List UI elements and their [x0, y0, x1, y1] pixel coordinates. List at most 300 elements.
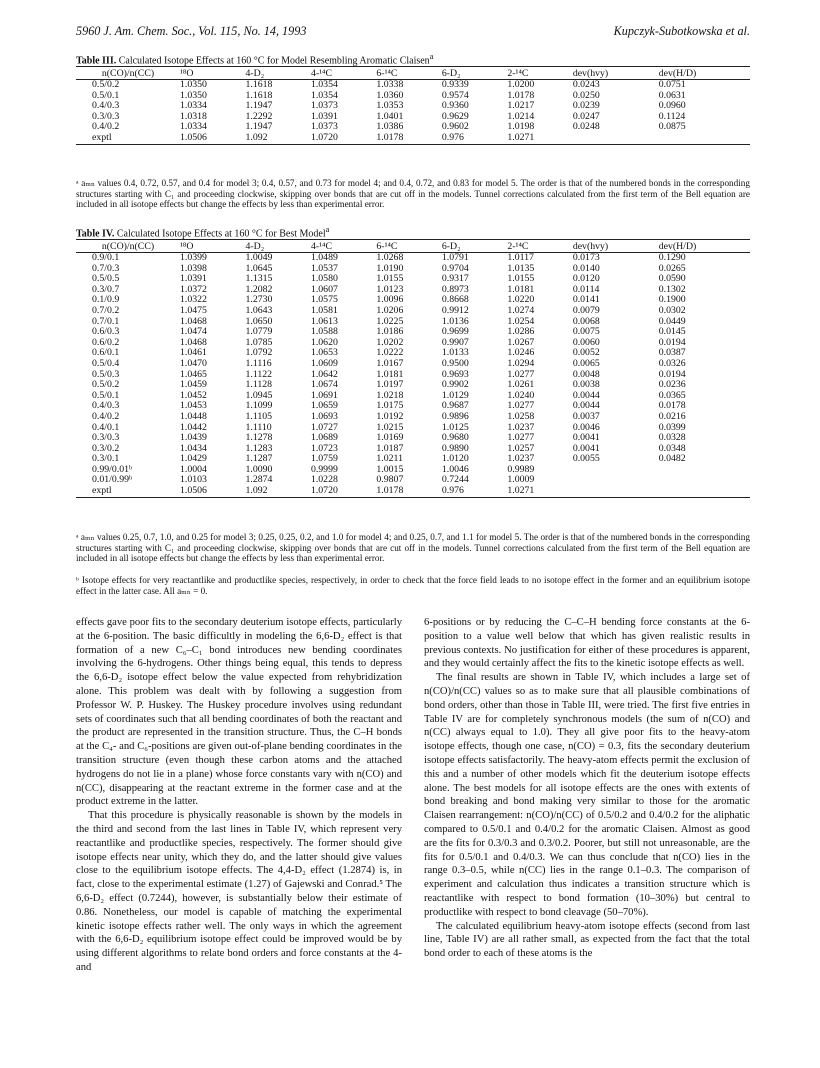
table4-body [76, 253, 750, 498]
table-cell: 0.0631 [658, 89, 686, 101]
table-cell: 0.0145 [658, 326, 686, 338]
table-cell: 1.0267 [507, 336, 535, 348]
table-row [76, 475, 750, 486]
body-text [76, 616, 750, 1056]
table-cell: 0.1900 [658, 294, 686, 306]
table-row [76, 133, 750, 144]
table-cell: 1.0254 [507, 315, 535, 327]
table-cell: 0.7/0.1 [92, 315, 120, 327]
table-cell: 1.0004 [180, 463, 207, 475]
table-cell: 0.0178 [658, 400, 686, 412]
table-cell: 1.0434 [180, 442, 207, 454]
table-cell: 1.1287 [245, 453, 273, 465]
table-cell: 1.0015 [376, 463, 404, 475]
table-cell: 0.0052 [572, 347, 600, 359]
table-cell: 1.0237 [507, 453, 535, 465]
column-header: ¹⁸O [180, 240, 245, 253]
table-cell: 0.0449 [658, 315, 686, 327]
table-cell: 1.0225 [376, 315, 404, 327]
table-cell: 1.0580 [310, 273, 338, 285]
table3-title: Calculated Isotope Effects at 160 °C for Model Resembling Aromatic Claisen [118, 55, 430, 67]
column-header: ¹⁸O [180, 67, 245, 80]
table4-header-row [76, 240, 750, 253]
table-cell: 0.0114 [572, 283, 600, 295]
table-cell: 1.0350 [180, 79, 207, 90]
table-cell: 1.0135 [507, 262, 535, 274]
table-cell [573, 465, 659, 476]
table-cell: 1.0643 [245, 304, 273, 316]
table3-footnote: ᵃ aₘₙ values 0.4, 0.72, 0.57, and 0.4 for model 3; 0.4, 0.57, and 0.73 for model 4; and 0.4, 0.72, and 0.83 for model 5. The order is that of the numbered bonds in the corresponding structures starting with C₁ and proceeding clockwise, skipping over bonds that are cut off in the models. Tunnel corrections calculated from the first term of the Bell equation are included in all isotope effects but change the effects by less than experimental error. [76, 178, 750, 210]
table-cell: 1.0167 [376, 357, 404, 369]
table-cell: 0.0365 [658, 389, 686, 401]
table-cell: 1.1283 [245, 442, 273, 454]
table-cell: 1.0723 [310, 442, 338, 454]
table-cell: 0.0236 [658, 379, 686, 391]
column-header: n(CO)/n(CC) [76, 67, 180, 80]
table-row [76, 454, 750, 465]
table-cell: 0.6/0.1 [92, 347, 120, 359]
table-cell: 1.0620 [310, 336, 338, 348]
column-header: dev(hvy) [573, 240, 659, 253]
table-cell: 0.3/0.3 [92, 110, 120, 122]
table-cell: 0.4/0.1 [92, 421, 120, 433]
table-cell: 0.9574 [441, 89, 469, 101]
table-cell: 1.0200 [507, 79, 535, 90]
table-cell: 0.5/0.1 [92, 89, 120, 101]
table-cell: 1.2874 [245, 474, 273, 486]
table3-body [76, 80, 750, 145]
table-cell: 0.9687 [441, 400, 469, 412]
table-cell: 0.3/0.2 [92, 442, 120, 454]
table4-caption [76, 225, 329, 239]
table-row [76, 412, 750, 423]
table-cell: 1.0318 [180, 110, 207, 122]
column-header: 6-D₂ [442, 240, 507, 253]
table-cell: 1.1116 [245, 357, 272, 369]
table-cell: 0.0250 [572, 89, 600, 101]
table-cell: 1.0581 [310, 304, 338, 316]
table-cell: 1.0175 [376, 400, 404, 412]
table-cell: 0.0041 [572, 432, 600, 444]
table-row [76, 122, 750, 133]
table-cell: 1.0650 [245, 315, 273, 327]
table-cell: 0.9602 [441, 121, 469, 133]
table-row [76, 80, 750, 91]
table-cell: 1.0136 [441, 315, 469, 327]
table-row [76, 264, 750, 275]
table-cell: 0.1/0.9 [92, 294, 120, 306]
table-cell: 1.0218 [376, 389, 404, 401]
table-cell: 0.0248 [572, 121, 600, 133]
table-cell: 1.0046 [441, 463, 469, 475]
table-cell: 1.0214 [507, 110, 535, 122]
table-row [76, 391, 750, 402]
table-cell: 0.6/0.3 [92, 326, 120, 338]
table-cell: 1.0181 [376, 368, 404, 380]
table-cell: 1.0792 [245, 347, 273, 359]
table-cell: 1.0727 [310, 421, 338, 433]
column-header: dev(H/D) [659, 67, 750, 80]
table-cell: 0.9317 [441, 273, 469, 285]
table-cell: 0.0041 [572, 442, 600, 454]
paragraph: The calculated equilibrium heavy-atom isotope effects (second from last line, Table IV) are all rather small, as expected from the fact that the total bond order to each of these atoms is the [424, 920, 750, 960]
table4-label: Table IV. [76, 228, 115, 240]
table-row [76, 253, 750, 264]
table-cell: 0.01/0.99ᵇ [92, 474, 133, 486]
table-cell: 0.0243 [572, 79, 600, 90]
table-cell: 0.0046 [572, 421, 600, 433]
table-cell: 1.0653 [310, 347, 338, 359]
table-cell: 1.0334 [180, 100, 207, 112]
table-cell: 1.0354 [310, 89, 338, 101]
table-cell: 1.0372 [180, 283, 207, 295]
table-cell: 1.2292 [245, 110, 273, 122]
table-cell: 1.0398 [180, 262, 207, 274]
table-row [76, 401, 750, 412]
table-cell: 1.0373 [310, 100, 338, 112]
table4-footnote-b: ᵇ Isotope effects for very reactantlike and productlike species, respectively, in order to check that the force field leads to no isotope effect in the former and an equilibrium isotope effect in the latter case. All aₘₙ = 0. [76, 575, 750, 596]
table-cell: 0.1302 [658, 283, 686, 295]
column-header: 6-D₂ [442, 67, 507, 80]
table-row [76, 274, 750, 285]
table-cell: 0.7/0.2 [92, 304, 120, 316]
table-cell: 1.0049 [245, 252, 273, 263]
table-cell: 0.4/0.2 [92, 121, 120, 133]
table-cell: 1.2730 [245, 294, 273, 306]
table-cell: 0.9680 [441, 432, 469, 444]
table-cell: 0.1124 [658, 110, 686, 122]
column-header: 4-¹⁴C [311, 67, 376, 80]
table-cell: 1.0506 [180, 486, 245, 497]
column-header: 4-D₂ [245, 67, 310, 80]
table-cell: 0.0120 [572, 273, 600, 285]
column-header: 6-¹⁴C [376, 67, 441, 80]
table-cell: 1.0258 [507, 410, 535, 422]
table-cell: 1.0354 [310, 79, 338, 90]
column-header: n(CO)/n(CC) [76, 240, 180, 253]
table-cell: 0.3/0.7 [92, 283, 120, 295]
table-cell: 1.0459 [180, 379, 207, 391]
table-cell: 0.9699 [441, 326, 469, 338]
table-cell: 1.0645 [245, 262, 273, 274]
table-row [76, 306, 750, 317]
table-cell: 0.0141 [572, 294, 600, 306]
table-cell: 1.0465 [180, 368, 207, 380]
table-cell: 0.976 [442, 133, 507, 144]
table-cell: 0.0194 [658, 336, 686, 348]
table-row [76, 370, 750, 381]
table-cell: 0.7/0.3 [92, 262, 120, 274]
table-cell: 0.5/0.5 [92, 273, 120, 285]
table-cell: 0.9907 [441, 336, 469, 348]
table-cell: 1.0391 [180, 273, 207, 285]
table-cell: 1.0133 [441, 347, 469, 359]
table-cell: 1.1278 [245, 432, 273, 444]
table-cell: 1.0468 [180, 336, 207, 348]
table-cell: 1.0386 [376, 121, 404, 133]
table-cell: 1.1122 [245, 368, 273, 380]
table-cell: 1.0222 [376, 347, 404, 359]
table-cell: 0.0326 [658, 357, 686, 369]
right-column [424, 616, 750, 961]
table-cell: 0.9890 [441, 442, 469, 454]
table-cell: 1.0442 [180, 421, 207, 433]
table-cell: 1.0120 [441, 453, 469, 465]
table-cell: 0.9360 [441, 100, 469, 112]
table-cell: 1.1099 [245, 400, 273, 412]
table-cell: 1.0609 [310, 357, 338, 369]
table-cell: 0.3/0.1 [92, 453, 120, 465]
table-cell: 1.0439 [180, 432, 207, 444]
table-cell: 1.0360 [376, 89, 404, 101]
table-cell: 1.0693 [310, 410, 338, 422]
table-cell: 0.8973 [441, 283, 469, 295]
table-cell: 0.0194 [658, 368, 686, 380]
table-cell: 1.0268 [376, 252, 404, 263]
table-cell: 1.0274 [507, 304, 535, 316]
table-row [76, 295, 750, 306]
table-cell: 1.1618 [245, 89, 273, 101]
table-cell: 1.0691 [310, 389, 338, 401]
table-cell: 0.0328 [658, 432, 686, 444]
table-cell: 1.0220 [507, 294, 535, 306]
table-cell: 0.0048 [572, 368, 600, 380]
table-cell: 1.0453 [180, 400, 207, 412]
table-cell: 0.0216 [658, 410, 686, 422]
table-cell: 0.0247 [572, 110, 600, 122]
table-cell: 0.0037 [572, 410, 600, 422]
table-cell: 1.0197 [376, 379, 404, 391]
table-cell: 1.0271 [507, 133, 572, 144]
table-cell: 0.9912 [441, 304, 469, 316]
table-cell [573, 475, 659, 486]
table-cell: 0.5/0.3 [92, 368, 120, 380]
table-cell: 0.7244 [441, 474, 469, 486]
table-cell: 0.6/0.2 [92, 336, 120, 348]
table-cell: 1.0103 [180, 474, 207, 486]
table-cell: 0.9807 [376, 474, 404, 486]
column-header: 2-¹⁴C [507, 240, 572, 253]
table-cell: 0.9339 [441, 79, 469, 90]
table-cell: 0.9999 [310, 463, 338, 475]
table-cell: 0.0387 [658, 347, 686, 359]
table-cell: 1.0489 [310, 252, 338, 263]
table-cell: 1.0215 [376, 421, 404, 433]
table-cell: 1.1110 [245, 421, 272, 433]
table-row [76, 101, 750, 112]
table-cell: 1.0277 [507, 432, 535, 444]
table-cell: 1.0129 [441, 389, 469, 401]
table-cell: 1.0178 [376, 486, 441, 497]
table-cell: exptl [76, 486, 180, 497]
table-cell: 1.0240 [507, 389, 535, 401]
table-cell: 0.0302 [658, 304, 686, 316]
table-cell: 0.0173 [572, 252, 600, 263]
table-cell: 1.0277 [507, 368, 535, 380]
table-cell: 1.0353 [376, 100, 404, 112]
table-cell: 1.0474 [180, 326, 207, 338]
table-cell: 0.0044 [572, 389, 600, 401]
table4-footnote-a: ᵃ aₘₙ values 0.25, 0.7, 1.0, and 0.25 for model 3; 0.25, 0.25, 0.2, and 1.0 for model 4; and 0.25, 0.7, and 1.1 for model 5. The order is that of the numbered bonds in the corresponding structures starting with C₁ and proceeding clockwise, skipping over bonds that are cut off in the models. Tunnel corrections calculated from the first term of the Bell equation are included in all isotope effects but change the effects by less than experimental error. [76, 532, 750, 564]
table-cell: 1.0169 [376, 432, 404, 444]
table-cell: 0.0044 [572, 400, 600, 412]
table-row [76, 444, 750, 455]
table-cell: 1.0791 [441, 252, 469, 263]
table-cell: 1.0125 [441, 421, 469, 433]
left-column [76, 616, 402, 975]
paragraph: The final results are shown in Table IV, which includes a large set of n(CO)/n(CC) values so as to make sure that all plausible combinations of bond orders, other than those in Table III, were tried. The first five entries in Table IV are for completely synchronous models (the sum of n(CO) and n(CC) always equal to 1.0). They all give poor fits to the heavy-atom isotope effects, though one case, n(CO) = 0.3, fits the secondary deuterium isotope effects satisfactorily. The heavy-atom effects permit the exclusion of this and a number of other models which fit the deuterium isotope effects alone. The best models for all isotope effects are the ones with extents of bond breaking and bond making very similar to those for the aromatic Claisen rearrangement: n(CO)/n(CC) of 0.5/0.2 and 0.4/0.2 for the aliphatic compared to 0.5/0.1 and 0.4/0.2 for the aromatic Claisen. Almost as good are the fits for 0.3/0.3 and 0.3/0.2. Poorer, but still not unreasonable, are the fits for 0.5/0.1 and 0.4/0.3. We can thus conclude that n(CO) lies in the range 0.3–0.5, while n(CC) lies in the range 0.1–0.3. The comparison of experiment and calculation thus indicates a transition structure which is reactantlike with respect to bond formation (10–30%) but central to productlike with respect to bond cleavage (50–70%). [424, 672, 750, 918]
table-cell: 0.4/0.3 [92, 400, 120, 412]
table-cell: 1.1618 [245, 79, 273, 90]
column-header: 2-¹⁴C [507, 67, 572, 80]
table-cell: 1.0261 [507, 379, 535, 391]
table-cell: 1.1947 [245, 121, 273, 133]
table-cell: 1.0674 [310, 379, 338, 391]
table-row [76, 317, 750, 328]
table-cell: 1.0211 [376, 453, 403, 465]
table-row [76, 285, 750, 296]
table-cell: 0.4/0.2 [92, 410, 120, 422]
table-cell: 1.2082 [245, 283, 273, 295]
table-cell: 1.0206 [376, 304, 404, 316]
table-cell: 1.0117 [507, 252, 534, 263]
table-cell: 0.3/0.3 [92, 432, 120, 444]
table-cell: 0.9902 [441, 379, 469, 391]
running-head-authors: Kupczyk-Subotkowska et al. [613, 24, 750, 38]
table-cell [659, 475, 750, 486]
table-cell: 0.0590 [658, 273, 686, 285]
table-cell: 0.0065 [572, 357, 600, 369]
table-row [76, 465, 750, 476]
table-cell: 1.0155 [507, 273, 535, 285]
table-cell: 1.0246 [507, 347, 535, 359]
table-cell: 1.0537 [310, 262, 338, 274]
table-cell: 1.0257 [507, 442, 535, 454]
table4-title: Calculated Isotope Effects at 160 °C for Best Model [116, 228, 326, 240]
table-cell: 1.0475 [180, 304, 207, 316]
table-cell: 1.092 [245, 133, 310, 144]
table-cell: 1.1315 [245, 273, 273, 285]
table-cell: 0.0038 [572, 379, 600, 391]
table-row [76, 359, 750, 370]
table-cell: 1.1128 [245, 379, 273, 391]
table-cell: 1.0506 [180, 133, 245, 144]
table-cell: 0.5/0.2 [92, 79, 120, 90]
table-cell: 1.0642 [310, 368, 338, 380]
table-cell: exptl [76, 133, 180, 144]
table-cell: 0.5/0.4 [92, 357, 120, 369]
table-cell: 0.4/0.3 [92, 100, 120, 112]
table-cell: 1.0470 [180, 357, 207, 369]
table-cell: 1.092 [245, 486, 310, 497]
table-cell: 1.0155 [376, 273, 404, 285]
table-cell: 1.0759 [310, 453, 338, 465]
table-cell: 1.0350 [180, 89, 207, 101]
table-cell: 0.9989 [507, 463, 535, 475]
table-cell: 1.0720 [311, 133, 376, 144]
table-cell: 1.0373 [310, 121, 338, 133]
table-cell: 0.9629 [441, 110, 469, 122]
table-cell: 0.9704 [441, 262, 469, 274]
table-cell: 1.0779 [245, 326, 273, 338]
table-cell: 1.0277 [507, 400, 535, 412]
table4 [76, 239, 750, 498]
table-cell: 1.0228 [310, 474, 338, 486]
table-cell: 1.0294 [507, 357, 535, 369]
table-cell: 0.9/0.1 [92, 252, 120, 263]
table-cell: 1.0399 [180, 252, 207, 263]
table-cell: 1.0178 [376, 133, 441, 144]
table-row [76, 433, 750, 444]
table-cell: 1.0461 [180, 347, 207, 359]
table-cell: 0.5/0.2 [92, 379, 120, 391]
table-cell [659, 133, 750, 144]
table-cell: 0.0265 [658, 262, 686, 274]
table-cell: 1.0575 [310, 294, 338, 306]
table-cell: 0.9896 [441, 410, 469, 422]
column-header: 4-D₂ [245, 240, 310, 253]
table-cell: 1.0123 [376, 283, 404, 295]
table-cell: 1.0720 [311, 486, 376, 497]
table-cell: 1.0217 [507, 100, 535, 112]
table-cell: 0.99/0.01ᵇ [92, 463, 133, 475]
table-cell [573, 486, 659, 497]
table-cell: 1.0945 [245, 389, 273, 401]
table-cell: 0.0140 [572, 262, 600, 274]
table-cell: 1.0468 [180, 315, 207, 327]
table-cell: 1.1947 [245, 100, 273, 112]
table-cell: 1.0271 [507, 486, 572, 497]
table-cell: 1.0237 [507, 421, 535, 433]
table-cell: 0.0239 [572, 100, 600, 112]
table-cell: 1.0192 [376, 410, 404, 422]
table-row [76, 112, 750, 123]
paragraph: 6-positions or by reducing the C–C–H bending force constants at the 6-position to a value well below that which has given realistic results in previous contexts. No justification for either of these procedures is apparent, and they would certainly affect the fits to the kinetic isotope effects as well. [424, 617, 750, 670]
table-cell: 0.0399 [658, 421, 686, 433]
table-cell: 0.0482 [658, 453, 686, 465]
table-row [76, 486, 750, 497]
table-cell: 0.0055 [572, 453, 600, 465]
table-row [76, 348, 750, 359]
table-cell: 1.0448 [180, 410, 207, 422]
running-head-journal: 5960 J. Am. Chem. Soc., Vol. 115, No. 14, 1993 [76, 24, 307, 38]
column-header: dev(hvy) [573, 67, 659, 80]
table-cell: 1.0429 [180, 453, 207, 465]
table-cell: 1.0198 [507, 121, 535, 133]
table-cell: 0.0751 [658, 79, 686, 90]
table-cell: 1.0009 [507, 474, 535, 486]
table-cell [659, 486, 750, 497]
column-header: 4-¹⁴C [311, 240, 376, 253]
table-cell: 0.0079 [572, 304, 600, 316]
table-cell: 0.0060 [572, 336, 600, 348]
table-cell: 0.8668 [441, 294, 469, 306]
table-cell: 1.0178 [507, 89, 535, 101]
table-cell: 1.0181 [507, 283, 535, 295]
table-row [76, 327, 750, 338]
table3-header-row [76, 67, 750, 80]
table-cell: 1.0391 [310, 110, 338, 122]
table3-label: Table III. [76, 55, 117, 67]
table-cell: 1.0334 [180, 121, 207, 133]
table-cell: 0.0068 [572, 315, 600, 327]
table-cell: 0.0075 [572, 326, 600, 338]
table3-title-sup: a [429, 52, 434, 61]
table-cell: 1.0186 [376, 326, 404, 338]
table-cell: 1.0096 [376, 294, 404, 306]
table-cell: 0.0875 [658, 121, 686, 133]
table-row [76, 423, 750, 434]
